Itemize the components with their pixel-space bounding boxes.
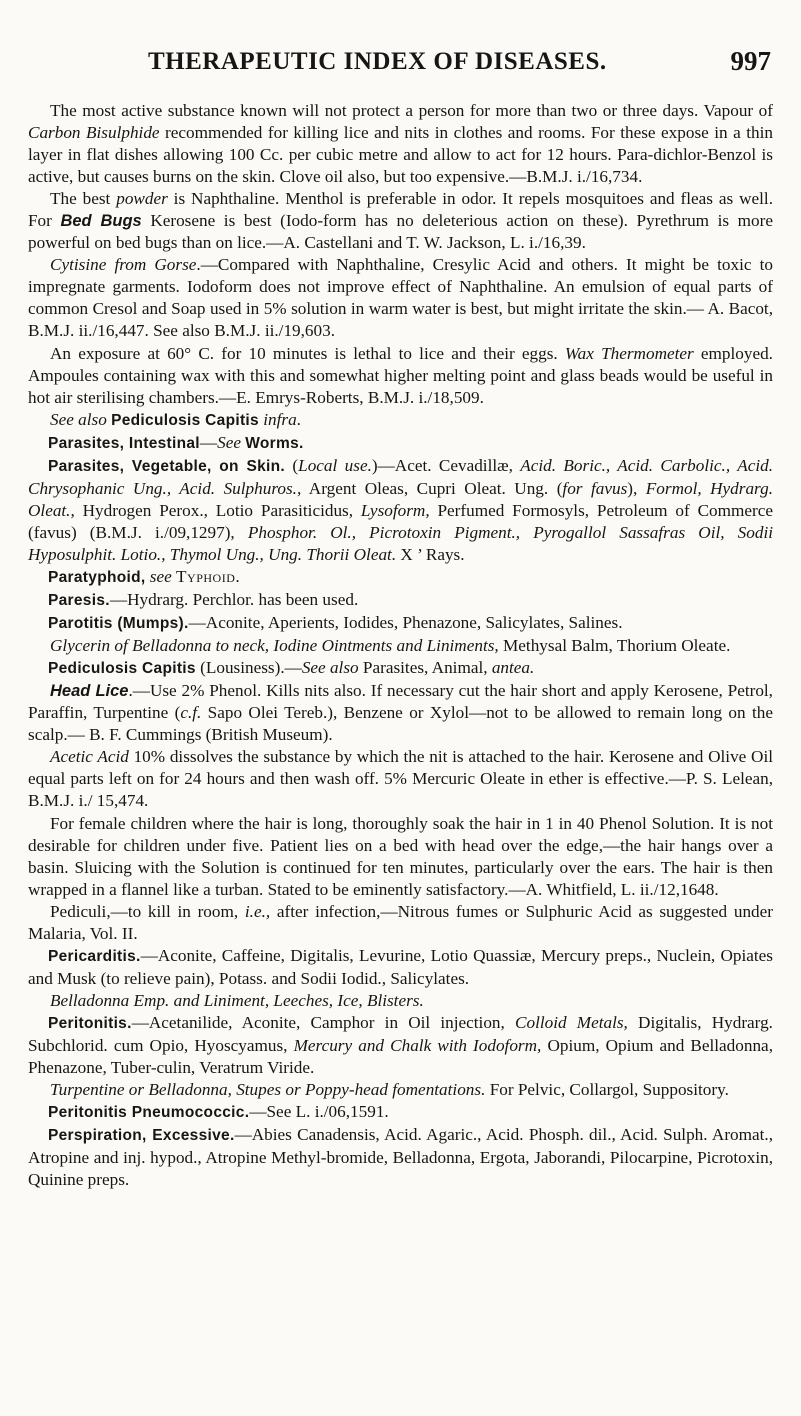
entry-heading: Peritonitis Pneumococcic. bbox=[48, 1104, 250, 1122]
paragraph bbox=[28, 746, 773, 812]
index-entry bbox=[28, 612, 773, 635]
text-run: —Acetanilide, Aconite, Camphor in Oil injection, bbox=[131, 1012, 516, 1032]
text-run: (Lousiness).— bbox=[195, 658, 302, 678]
text-run: Colloid Metals, bbox=[515, 1012, 628, 1032]
text-run: Typhoid. bbox=[176, 566, 241, 586]
text-run: Acid. Boric., Acid. Carbolic., Acid. Chrysophanic Ung., Acid. Sulphuros., bbox=[28, 455, 773, 498]
text-run: Bed Bugs bbox=[60, 212, 142, 231]
entry-heading: Peritonitis. bbox=[48, 1014, 132, 1032]
text-run: Lysoform, bbox=[360, 500, 430, 520]
entry-heading: Paratyphoid, bbox=[48, 568, 146, 586]
text-run: — bbox=[199, 432, 218, 452]
text-run: —See L. i./06,1591. bbox=[249, 1102, 389, 1122]
text-run: Parasites, Animal, bbox=[358, 658, 492, 678]
text-run: Carbon Bisulphide bbox=[28, 123, 160, 143]
entry-heading: Pericarditis. bbox=[48, 947, 141, 965]
text-run: Mercury and Chalk with Iodoform, bbox=[293, 1035, 542, 1055]
text-run: ), bbox=[627, 478, 646, 498]
paragraph bbox=[28, 343, 773, 409]
text-run: Digitalis, Hydrarg. Subchlorid. cum Opio, Hyoscyamus, bbox=[28, 1012, 773, 1055]
entry-heading: Pediculosis Capitis bbox=[111, 411, 259, 429]
entry-heading: Parasites, Vegetable, on Skin. bbox=[48, 457, 286, 475]
index-entry bbox=[28, 1101, 773, 1124]
text-run: .—Use 2% Phenol. Kills nits also. If necessary cut the hair short and apply Kerosene, Petrol, Paraffin, Turpentine ( bbox=[28, 681, 773, 723]
text-run: antea. bbox=[491, 658, 535, 678]
text-run: Local use. bbox=[298, 455, 372, 475]
text-run: Wax Thermometer bbox=[564, 343, 694, 363]
paragraph bbox=[28, 680, 773, 746]
text-run: after infection,—Nitrous fumes or Sulphuric Acid as suggested under Malaria, Vol. II. bbox=[28, 901, 773, 943]
text-run: An exposure at 60° C. for 10 minutes is lethal to lice and their eggs. bbox=[50, 343, 565, 363]
text-run: )—Acet. Cevadillæ, bbox=[371, 455, 521, 475]
text-run: . bbox=[296, 409, 301, 429]
text-run: c.f. bbox=[180, 703, 202, 723]
text-run: Cytisine from Gorse bbox=[50, 255, 197, 275]
index-text-body bbox=[28, 100, 773, 1191]
text-run: for favus bbox=[562, 478, 628, 498]
text-run: Head Lice bbox=[50, 682, 129, 701]
text-run: For female children where the hair is long, thoroughly soak the hair in 1 in 40 Phenol Solution. It is not desirable for children under five. Patient lies on a bed with head over the edge,—the hair hangs over a basin. Sluicing with the Solution is continued for ten minutes, particularly over the ears. The hair is then wrapped in a flannel like a turban. Stated to be eminently satisfactory.—A. Whitfield, L. ii./12,1648. bbox=[28, 813, 773, 899]
paragraph bbox=[28, 635, 773, 657]
text-run: X ’ Rays. bbox=[396, 544, 465, 564]
text-run: infra bbox=[263, 409, 297, 429]
text-run: .—Compared with Naphthaline, Cresylic Acid and others. It might be toxic to impregnate garments. Iodoform does not improve effect of Naphthaline. An emulsion of equal parts of common Cresol and Soap used in 5% solution in warm water is best, but might irritate the skin.— A. Bacot, B.M.J. ii./16,447. See also B.M.J. ii./19,603. bbox=[28, 255, 773, 341]
text-run: —Aconite, Aperients, Iodides, Phenazone, Salicylates, Salines. bbox=[188, 613, 623, 633]
text-run: Perfumed Formosyls, Petroleum of Commerce (favus) (B.M.J. i./09,1297), bbox=[28, 500, 774, 542]
text-run: employed. Ampoules containing wax with this and somewhat higher melting point and glass beads would be useful in hot air sterilising chambers.—E. Emrys-Roberts, B.M.J. i./18,509. bbox=[28, 343, 773, 407]
text-run: powder bbox=[116, 189, 168, 209]
entry-heading: Pediculosis Capitis bbox=[48, 660, 196, 678]
text-run: Kerosene is best (Iodo-form has no deleterious action on these). Pyrethrum is more powerful on bed bugs than on lice.—A. Castellani and T. W. Jackson, L. i./16,39. bbox=[28, 211, 773, 253]
text-run: Sapo Olei Tereb.), Benzene or Xylol—not to be allowed to remain long on the scalp.— B. F. Cummings (British Museum). bbox=[28, 703, 773, 745]
entry-heading: Worms. bbox=[245, 434, 304, 452]
paragraph bbox=[28, 254, 773, 342]
text-run: Methysal Balm, Thorium Oleate. bbox=[498, 636, 731, 656]
index-entry bbox=[28, 657, 773, 680]
text-run: Argent Oleas, Cupri Oleat. Ung. ( bbox=[301, 478, 563, 498]
text-run: Pediculi,—to kill in room, bbox=[50, 901, 245, 921]
entry-heading: Parotitis (Mumps). bbox=[48, 615, 189, 633]
text-run: See bbox=[217, 432, 241, 452]
text-run: Phosphor. Ol., Picrotoxin Pigment., Pyrogallol Sassafras Oil, Sodii Hyposulphit. Lotio., Thymol Ung., Ung. Thorii Oleat. bbox=[28, 522, 774, 564]
text-run: i.e., bbox=[244, 901, 271, 921]
index-entry bbox=[28, 455, 773, 566]
text-run: Acetic Acid bbox=[50, 747, 129, 767]
text-run: The most active substance known will not protect a person for more than two or three days. Vapour of bbox=[50, 101, 773, 120]
text-run: recommended for killing lice and nits in clothes and rooms. For these expose in a thin layer in flat dishes allowing 100 Cc. per cubic metre and allow to act for 12 hours. Para-dichlor-Benzol is active, but causes burns on the skin. Clove oil also, but too expensive.—B.M.J. i./16,734. bbox=[28, 123, 773, 187]
text-run: —Aconite, Caffeine, Digitalis, Levurine, Lotio Quassiæ, Mercury preps., Nuclein, Opiates and Musk (to relieve pain), Potass. and Sodii Iodid., Salicylates. bbox=[28, 945, 773, 988]
entry-heading: Paresis. bbox=[48, 592, 110, 610]
paragraph bbox=[28, 901, 773, 945]
paragraph bbox=[28, 409, 773, 432]
text-run: The best bbox=[50, 189, 117, 209]
text-run: Turpentine or Belladonna, Stupes or Poppy-head fomentations. bbox=[50, 1080, 486, 1100]
index-entry bbox=[28, 432, 773, 455]
index-entry bbox=[28, 589, 773, 612]
text-run: See also bbox=[301, 658, 359, 678]
text-run: ( bbox=[285, 455, 299, 475]
paragraph bbox=[28, 188, 773, 254]
page-number: 997 bbox=[730, 46, 771, 76]
text-run: Formol, Hydrarg. Oleat., bbox=[28, 478, 773, 520]
paragraph bbox=[28, 1079, 773, 1101]
text-run: see bbox=[149, 566, 172, 586]
index-entry bbox=[28, 1124, 773, 1191]
index-entry bbox=[28, 1012, 773, 1079]
text-run: Hydrogen Perox., Lotio Parasiticidus, bbox=[74, 500, 361, 520]
text-run: Opium, Opium and Belladonna, Phenazone, Tuber-culin, Veratrum Viride. bbox=[28, 1035, 773, 1078]
text-run: —Abies Canadensis, Acid. Agaric., Acid. Phosph. dil., Acid. Sulph. Aromat., Atropine and inj. hypod., Atropine Methyl-bromide, Belladonna, Ergota, Jaborandi, Pilocarpine, Picrotoxin, Quinine preps. bbox=[28, 1125, 773, 1190]
text-run: —Hydrarg. Perchlor. has been used. bbox=[109, 590, 359, 610]
entry-heading: Parasites, Intestinal bbox=[48, 434, 200, 452]
index-entry bbox=[28, 945, 773, 990]
paragraph bbox=[28, 990, 773, 1012]
text-run: Glycerin of Belladonna to neck, Iodine Ointments and Liniments, bbox=[50, 636, 499, 656]
text-run: See also bbox=[50, 409, 107, 429]
text-run: For Pelvic, Collargol, Suppository. bbox=[485, 1080, 729, 1100]
entry-heading: Perspiration, Excessive. bbox=[48, 1127, 235, 1145]
paragraph bbox=[28, 100, 773, 188]
paragraph bbox=[28, 813, 773, 901]
text-run: 10% dissolves the substance by which the nit is attached to the hair. Kerosene and Olive Oil equal parts left on for 24 hours and then wash off. 5% Mercuric Oleate in ether is effective.—P. S. Lelean, B.M.J. i./ 15,474. bbox=[28, 747, 773, 811]
text-run: Belladonna Emp. and Liniment, Leeches, Ice, Blisters. bbox=[50, 990, 424, 1010]
running-title: THERAPEUTIC INDEX OF DISEASES. bbox=[148, 48, 607, 75]
page-header bbox=[0, 42, 801, 82]
text-run: is Naphthaline. Menthol is preferable in odor. It repels mosquitoes and fleas as well. For bbox=[28, 189, 773, 231]
index-entry bbox=[28, 566, 773, 589]
